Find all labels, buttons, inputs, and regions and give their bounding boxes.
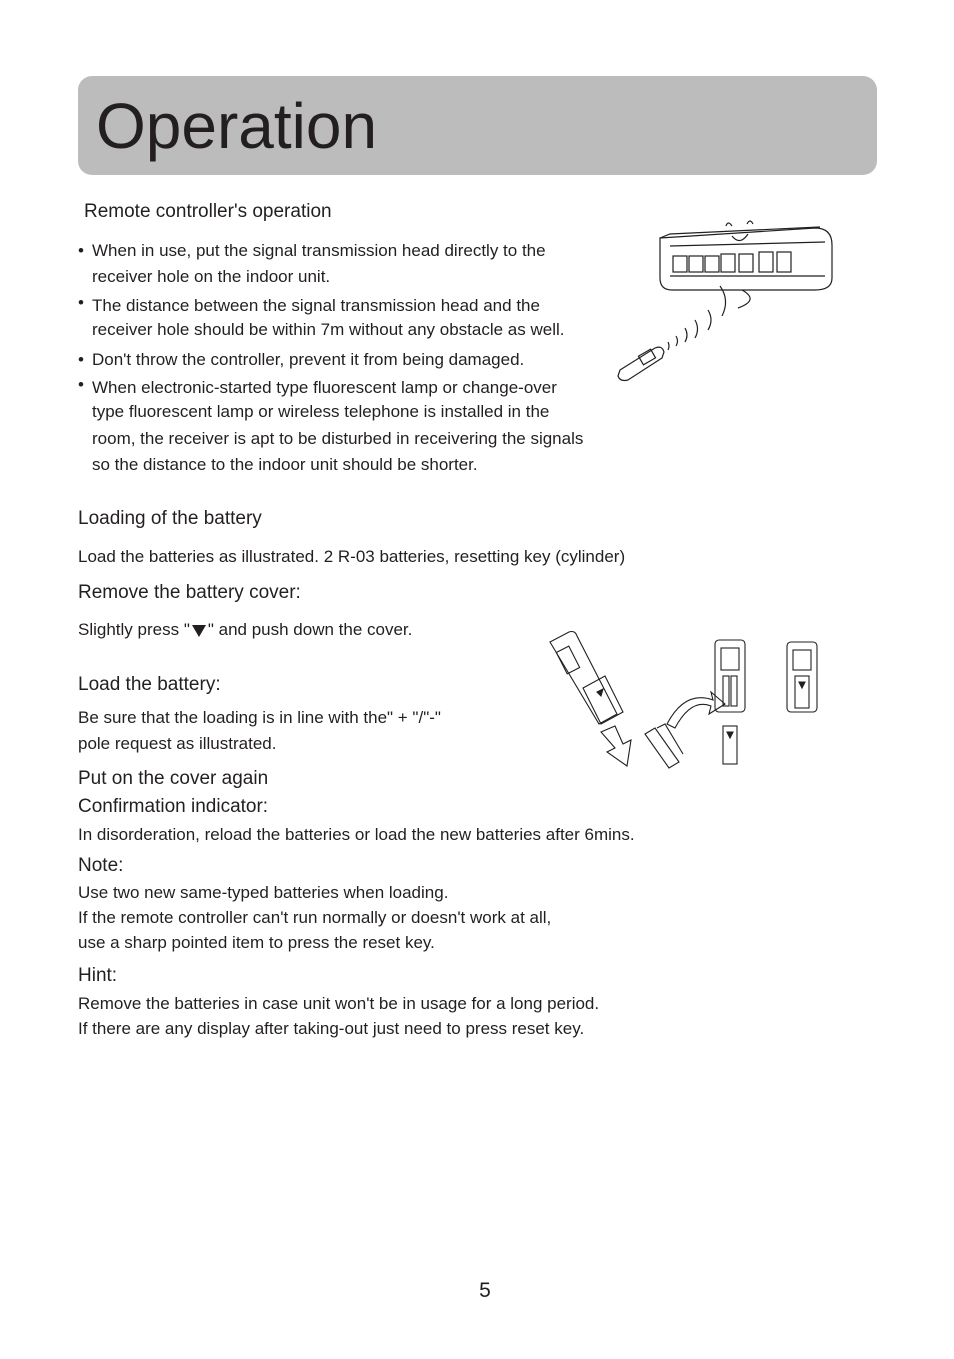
bullet-line: The distance between the signal transmission head and the (92, 296, 540, 315)
section-heading-remote: Remote controller's operation (84, 201, 332, 222)
confirmation-text: In disorderation, reload the batteries or load the new batteries after 6mins. (78, 825, 635, 844)
remove-cover-text (78, 617, 412, 642)
bullet-line: Don't throw the controller, prevent it from being damaged. (92, 350, 525, 369)
note-text-line: If the remote controller can't run normally or doesn't work at all, (78, 908, 552, 927)
indoor-unit-remote-illustration (610, 190, 840, 390)
note-text-line: Use two new same-typed batteries when loading. (78, 883, 449, 902)
battery-loading-illustration (545, 628, 825, 773)
load-battery-heading: Load the battery: (78, 674, 221, 695)
bullet-line: room, the receiver is apt to be disturbed in receivering the signals (92, 429, 584, 448)
page-title: Operation (96, 90, 378, 162)
page-number: 5 (479, 1279, 491, 1302)
bullet-dot: • (78, 375, 84, 394)
bullet-line: receiver hole should be within 7m without any obstacle as well. (92, 320, 565, 339)
load-battery-text-line: Be sure that the loading is in line with the" + "/"-" (78, 708, 441, 727)
bullet-dot: • (78, 241, 84, 260)
bullet-line: type fluorescent lamp or wireless telephone is installed in the (92, 402, 550, 421)
hint-text-line: If there are any display after taking-out just need to press reset key. (78, 1019, 585, 1038)
confirmation-heading: Confirmation indicator: (78, 796, 269, 817)
down-triangle-icon (192, 625, 206, 637)
hint-heading: Hint: (78, 965, 118, 986)
bullet-dot: • (78, 293, 84, 312)
remove-cover-text-end: " and push down the cover. (207, 620, 413, 639)
cover-again-heading: Put on the cover again (78, 768, 269, 789)
section-heading-battery: Loading of the battery (78, 508, 262, 529)
bullet-dot: • (78, 350, 84, 369)
hint-text-line: Remove the batteries in case unit won't be in usage for a long period. (78, 994, 600, 1013)
bullet-line: so the distance to the indoor unit should be shorter. (92, 455, 478, 474)
bullet-line: receiver hole on the indoor unit. (92, 267, 331, 286)
bullet-line: When electronic-started type fluorescent lamp or change-over (92, 378, 557, 397)
remove-cover-text-start: Slightly press " (78, 620, 190, 639)
bullet-line: When in use, put the signal transmission head directly to the (92, 241, 546, 260)
battery-intro: Load the batteries as illustrated. 2 R-03 batteries, resetting key (cylinder) (78, 547, 626, 566)
remove-cover-heading: Remove the battery cover: (78, 582, 301, 603)
note-text-line: use a sharp pointed item to press the reset key. (78, 933, 435, 952)
load-battery-text-line: pole request as illustrated. (78, 734, 277, 753)
note-heading: Note: (78, 855, 124, 876)
